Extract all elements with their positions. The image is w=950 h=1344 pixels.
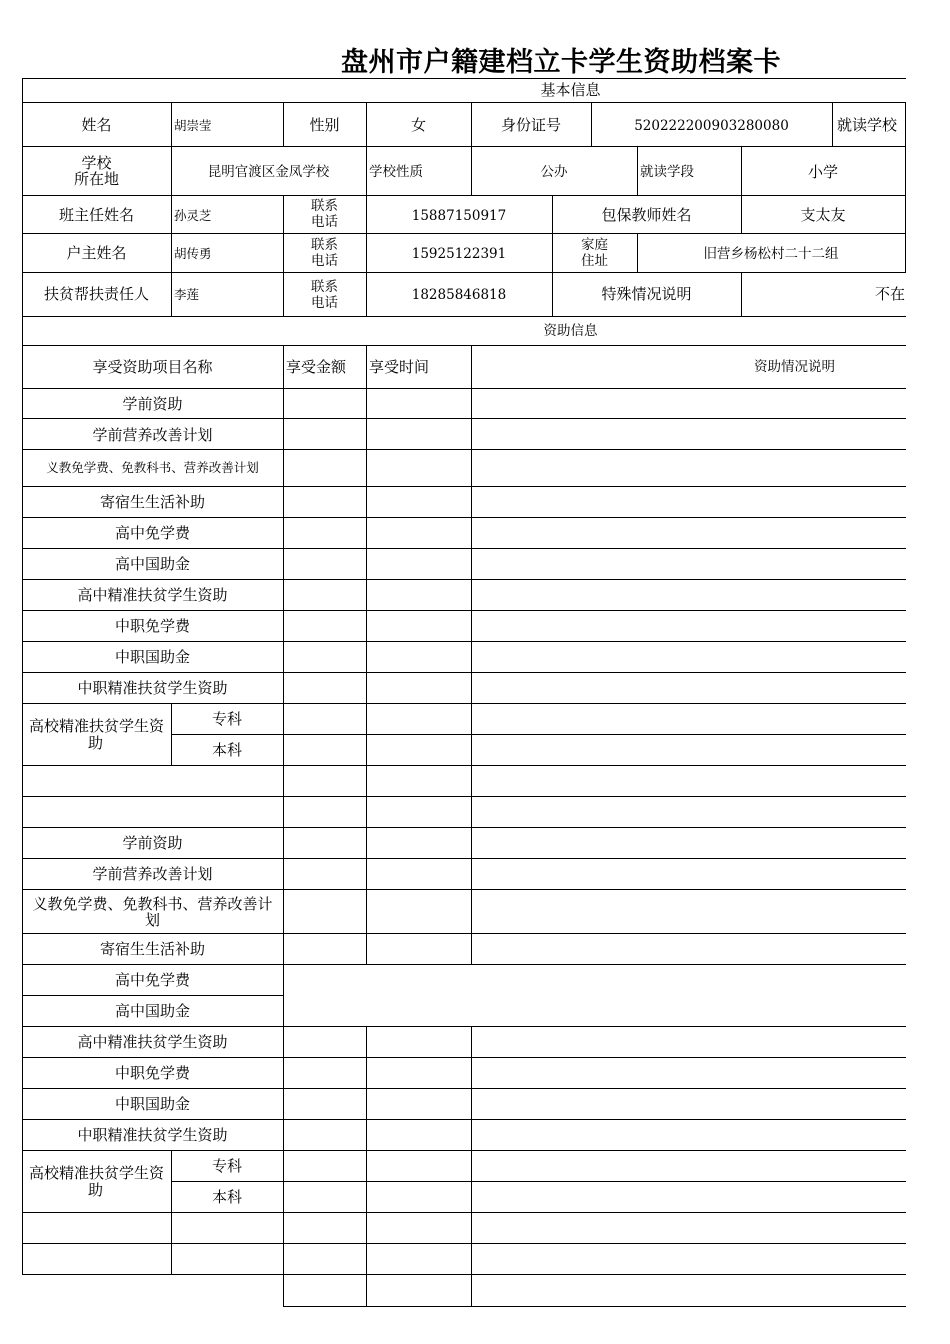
- school-location-value: 昆明官渡区金凤学校: [207, 164, 330, 180]
- gender-value: 女: [410, 116, 426, 134]
- school-type-label: 学校性质: [369, 164, 423, 180]
- school-type-value: 公办: [540, 164, 568, 180]
- address-value: 旧营乡杨松村二十二组: [703, 246, 839, 262]
- contact-label-2: 电话: [311, 253, 338, 269]
- guarantee-teacher-value: 支太友: [800, 206, 846, 224]
- list-item: 中职免学费: [114, 617, 190, 635]
- contact-label-1: 联系: [311, 198, 338, 214]
- school-label: 就读学校: [837, 116, 898, 134]
- contact-label-2: 电话: [311, 295, 338, 311]
- list-item: 寄宿生生活补助: [99, 493, 205, 511]
- list-item: 中职免学费: [114, 1064, 190, 1082]
- list-item: 中职精准扶贫学生资助: [77, 1126, 228, 1144]
- col-note-header: 资助情况说明: [754, 359, 835, 375]
- page-title: 盘州市户籍建档立卡学生资助档案卡: [341, 47, 781, 78]
- list-item: 专科: [211, 1157, 242, 1175]
- special-label: 特殊情况说明: [601, 285, 692, 303]
- householder-phone: 15925122391: [411, 246, 507, 262]
- name-value: 胡崇莹: [174, 118, 212, 133]
- list-item: 学前资助: [122, 834, 183, 852]
- col-amount-header: 享受金额: [286, 358, 347, 376]
- list-item: 本科: [211, 741, 242, 759]
- guarantee-teacher-label: 包保教师姓名: [601, 206, 692, 224]
- head-teacher-value: 孙灵芝: [174, 208, 212, 223]
- householder-label: 户主姓名: [66, 244, 127, 262]
- id-label: 身份证号: [500, 116, 561, 134]
- list-item: 本科: [211, 1188, 242, 1206]
- list-item: 高中国助金: [114, 1002, 190, 1020]
- list-item: 高中精准扶贫学生资助: [77, 586, 228, 604]
- basic-info-header: 基本信息: [540, 81, 601, 99]
- address-label-2: 住址: [581, 253, 608, 269]
- list-item: 中职国助金: [114, 648, 190, 666]
- address-label-1: 家庭: [581, 237, 608, 253]
- contact-label-1: 联系: [311, 237, 338, 253]
- list-item: 学前营养改善计划: [92, 426, 213, 444]
- list-item: 助: [88, 734, 104, 752]
- list-item: 高校精准扶贫学生资: [28, 717, 164, 735]
- list-item: 划: [144, 911, 160, 929]
- school-location-label-1: 学校: [81, 154, 112, 172]
- list-item: 义教免学费、免教科书、营养改善计划: [46, 460, 259, 475]
- householder-value: 胡传勇: [174, 246, 212, 261]
- school-location-label-2: 所在地: [73, 170, 119, 188]
- poverty-person-value: 李莲: [174, 287, 200, 302]
- list-item: 高中精准扶贫学生资助: [77, 1033, 228, 1051]
- list-item: 助: [88, 1181, 104, 1199]
- head-teacher-phone: 15887150917: [411, 208, 507, 224]
- list-item: 学前营养改善计划: [92, 865, 213, 883]
- aid-info-header: 资助信息: [543, 323, 598, 339]
- stage-value: 小学: [807, 163, 838, 181]
- contact-label-1: 联系: [311, 279, 338, 295]
- col-project-header: 享受资助项目名称: [92, 358, 213, 376]
- list-item: 高中免学费: [114, 524, 190, 542]
- stage-label: 就读学段: [640, 164, 694, 180]
- list-item: 学前资助: [122, 395, 183, 413]
- col-time-header: 享受时间: [369, 358, 430, 376]
- contact-label-2: 电话: [311, 214, 338, 230]
- list-item: 中职国助金: [114, 1095, 190, 1113]
- list-item: 中职精准扶贫学生资助: [77, 679, 228, 697]
- gender-label: 性别: [309, 116, 340, 134]
- list-item: 专科: [211, 710, 242, 728]
- list-item: 义教免学费、免教科书、营养改善计: [32, 895, 273, 913]
- list-item: 高中免学费: [114, 971, 190, 989]
- head-teacher-label: 班主任姓名: [58, 206, 134, 224]
- list-item: 高中国助金: [114, 555, 190, 573]
- list-item: 高校精准扶贫学生资: [28, 1164, 164, 1182]
- special-value: 不在: [875, 285, 906, 303]
- id-value: 520222200903280080: [634, 118, 789, 134]
- poverty-person-label: 扶贫帮扶责任人: [43, 285, 149, 303]
- name-label: 姓名: [81, 116, 112, 134]
- list-item: 寄宿生生活补助: [99, 940, 205, 958]
- poverty-person-phone: 18285846818: [411, 287, 507, 303]
